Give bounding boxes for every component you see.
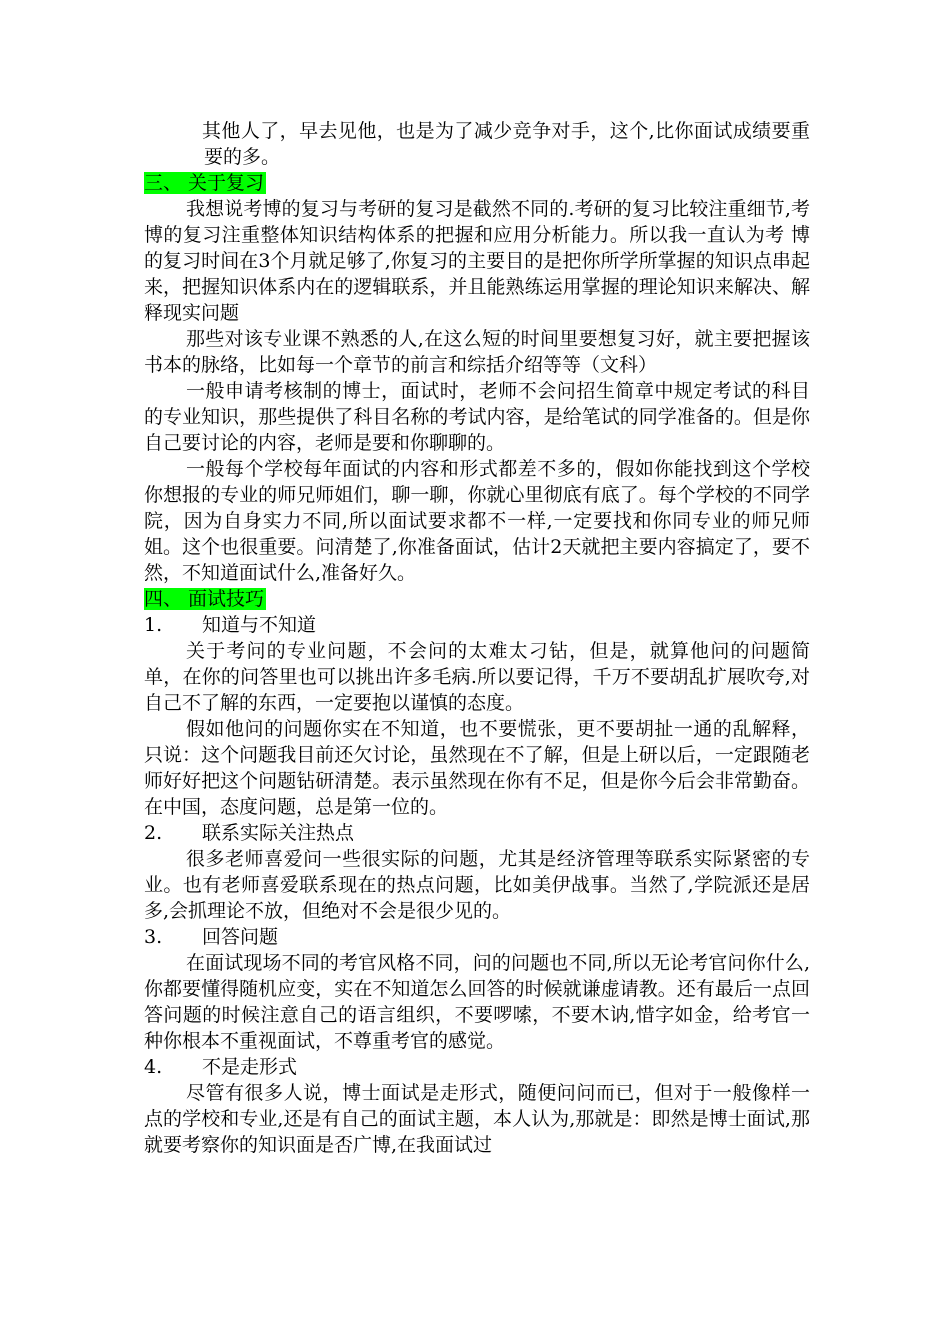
subheading-3 — [144, 924, 810, 950]
subheading-1 — [144, 612, 810, 638]
subheading-1-number: 1. — [144, 614, 163, 636]
tips-4-paragraph-1: 尽管有很多人说，博士面试是走形式，随便问问而已，但对于一般像样一点的学校和专业,还是有自己的面试主题，本人认为,那就是：即然是博士面试,那就要考察你的知识面是否广博,在我面试过 — [144, 1082, 810, 1156]
review-paragraph-1: 我想说考博的复习与考研的复习是截然不同的.考研的复习比较注重细节,考博的复习注重整体知识结构体系的把握和应用分析能力。所以我一直认为考 博的复习时间在3个月就足够了,你复习的主要目的是把你所学所掌握的知识点串起来，把握知识体系内在的逻辑联系，并且能熟练运用掌握的理论知识来解决、解释现实问题 — [144, 198, 810, 324]
subheading-4-title: 不是走形式 — [202, 1056, 298, 1078]
review-paragraph-3: 一般申请考核制的博士，面试时，老师不会问招生简章中规定考试的科目的专业知识，那些提供了科目名称的考试内容，是给笔试的同学准备的。但是你自己要讨论的内容，老师是要和你聊聊的。 — [144, 380, 810, 454]
subheading-2-title: 联系实际关注热点 — [202, 822, 355, 844]
review-paragraph-4: 一般每个学校每年面试的内容和形式都差不多的，假如你能找到这个学校你想报的专业的师兄师姐们，聊一聊，你就心里彻底有底了。每个学校的不同学院，因为自身实力不同,所以面试要求都不一样,一定要找和你同专业的师兄师姐。这个也很重要。问清楚了,你准备面试，估计2天就把主要内容搞定了，要不然，不知道面试什么,准备好久。 — [144, 458, 810, 584]
subheading-4-number: 4. — [144, 1056, 163, 1078]
tips-1-paragraph-2: 假如他问的问题你实在不知道，也不要慌张，更不要胡扯一通的乱解释，只说：这个问题我目前还欠讨论，虽然现在不了解，但是上研以后，一定跟随老师好好把这个问题钻研清楚。表示虽然现在你有不足，但是你今后会非常勤奋。在中国，态度问题，总是第一位的。 — [144, 718, 810, 818]
subheading-1-title: 知道与不知道 — [202, 614, 317, 636]
top-paragraph: 其他人了，早去见他，也是为了减少竞争对手，这个,比你面试成绩要重要的多。 — [202, 120, 810, 168]
subheading-2-number: 2. — [144, 822, 163, 844]
subheading-4 — [144, 1054, 810, 1080]
section-heading-interview-tips-text: 四、 面试技巧 — [144, 588, 265, 610]
subheading-3-title: 回答问题 — [202, 926, 279, 948]
section-heading-review-text: 三、 关于复习 — [144, 172, 265, 194]
tips-3-paragraph-1: 在面试现场不同的考官风格不同，问的问题也不同,所以无论考官问你什么,你都要懂得随机应变，实在不知道怎么回答的时候就谦虚请教。还有最后一点回答问题的时候注意自己的语言组织，不要啰嗦，不要木讷,惜字如金，给考官一种你根本不重视面试，不尊重考官的感觉。 — [144, 952, 810, 1052]
section-heading-interview-tips — [144, 586, 810, 612]
tips-2-paragraph-1: 很多老师喜爱问一些很实际的问题，尤其是经济管理等联系实际紧密的专业。也有老师喜爱联系现在的热点问题，比如美伊战事。当然了,学院派还是居多,会抓理论不放，但绝对不会是很少见的。 — [144, 848, 810, 922]
section-heading-review — [144, 170, 810, 196]
review-paragraph-2: 那些对该专业课不熟悉的人,在这么短的时间里要想复习好，就主要把握该书本的脉络，比如每一个章节的前言和综括介绍等等（文科） — [144, 328, 810, 376]
subheading-3-number: 3. — [144, 926, 163, 948]
tips-1-paragraph-1: 关于考问的专业问题，不会问的太难太刁钻，但是，就算他问的问题简单，在你的问答里也可以挑出许多毛病.所以要记得，千万不要胡乱扩展吹夸,对自己不了解的东西，一定要抱以谨慎的态度。 — [144, 640, 810, 714]
subheading-2 — [144, 820, 810, 846]
